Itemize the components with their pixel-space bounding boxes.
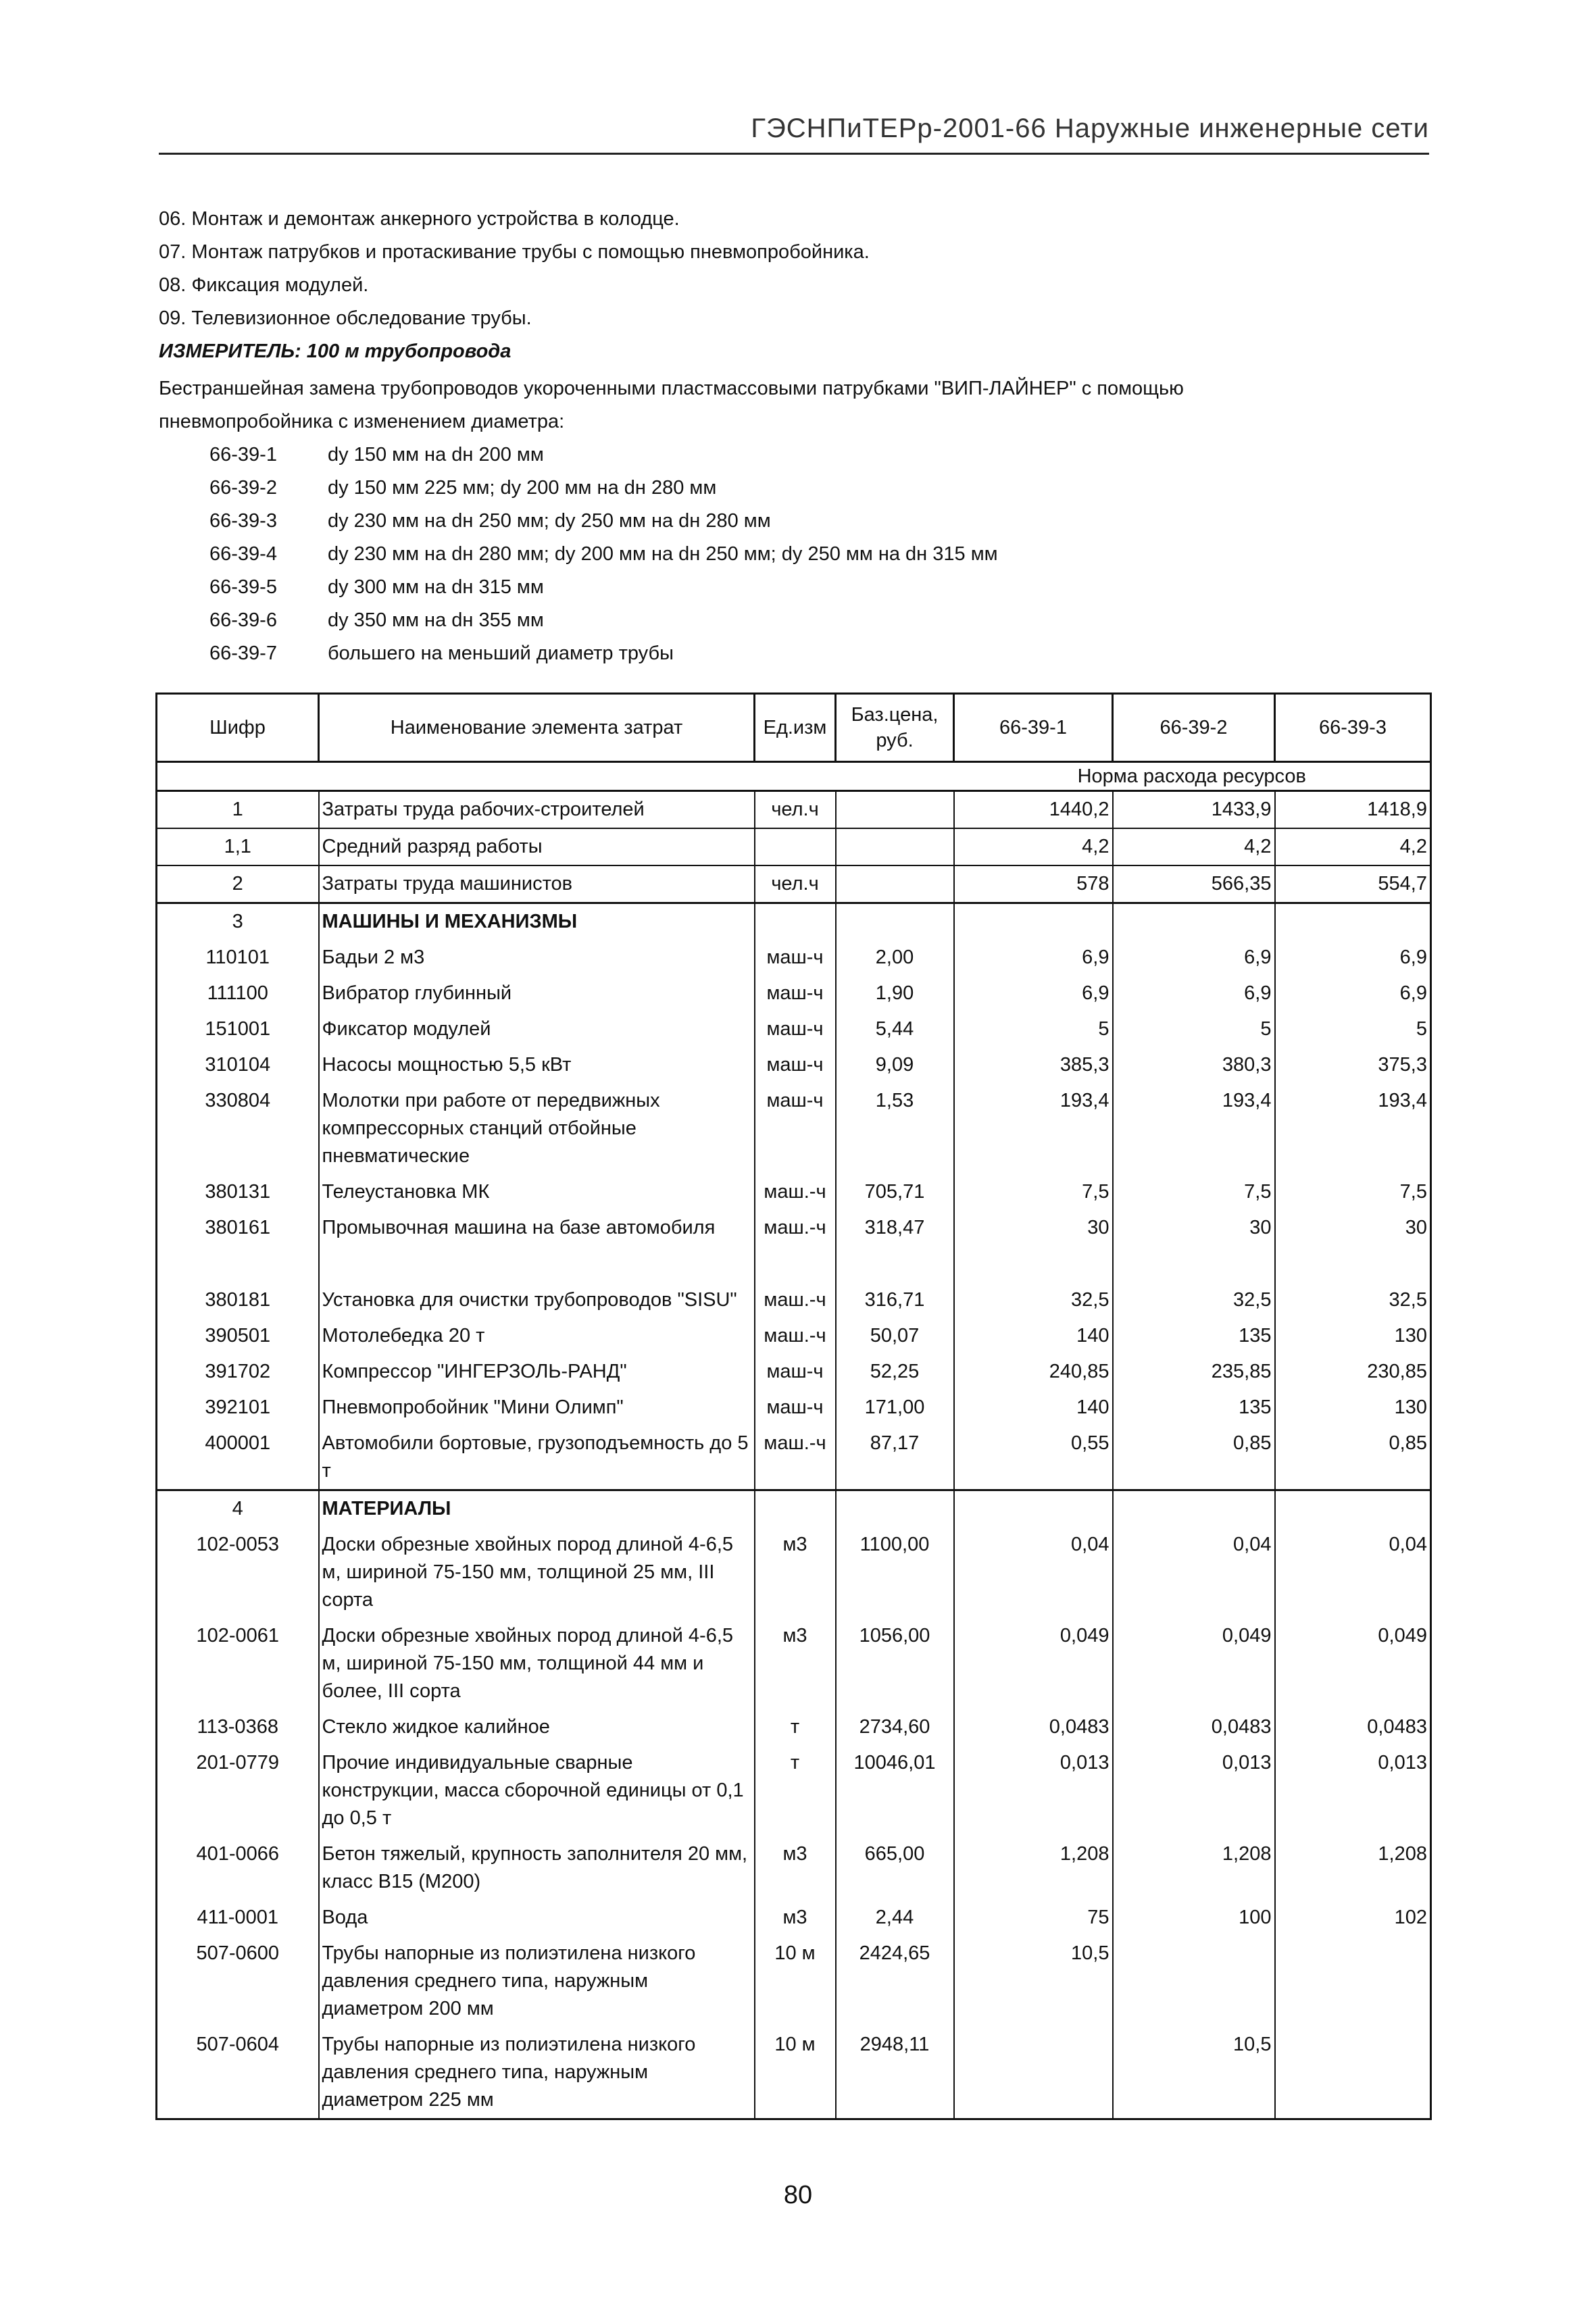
- cell-value-2: 30: [1113, 1210, 1275, 1282]
- cell-value-2: 0,85: [1113, 1426, 1275, 1490]
- cell-value-3: 230,85: [1275, 1354, 1431, 1390]
- cell-code: 4: [157, 1490, 319, 1528]
- header-price-line2: руб.: [876, 730, 914, 751]
- step-line: 08. Фиксация модулей.: [159, 274, 369, 296]
- cell-unit: чел.ч: [755, 865, 836, 903]
- cell-code: 400001: [157, 1426, 319, 1490]
- cell-value-3: [1275, 1490, 1431, 1528]
- code-description: dy 230 мм на dн 250 мм; dy 250 мм на dн 280 мм: [328, 510, 771, 532]
- norms-table: [155, 693, 1432, 2120]
- table-row: [157, 1709, 1431, 1745]
- section-title: МАШИНЫ И МЕХАНИЗМЫ: [322, 911, 578, 932]
- code-list-item: [159, 604, 1443, 637]
- cell-value-3: 0,04: [1275, 1527, 1431, 1618]
- table-row: [157, 1354, 1431, 1390]
- cell-price: 87,17: [836, 1426, 954, 1490]
- table-row: [157, 940, 1431, 976]
- cell-value-3: 5: [1275, 1011, 1431, 1047]
- cell-value-3: [1275, 903, 1431, 940]
- cell-value-3: 7,5: [1275, 1174, 1431, 1210]
- table-row: [157, 1900, 1431, 1936]
- cell-code: 391702: [157, 1354, 319, 1390]
- cell-value-2: [1113, 1490, 1275, 1528]
- table-row: [157, 828, 1431, 865]
- cell-value-1: 0,04: [954, 1527, 1113, 1618]
- cell-value-3: 0,049: [1275, 1618, 1431, 1709]
- cell-value-1: 5: [954, 1011, 1113, 1047]
- cell-price: 2734,60: [836, 1709, 954, 1745]
- cell-name: [319, 903, 755, 940]
- cell-name: Вибратор глубинный: [319, 976, 755, 1011]
- cell-unit: маш-ч: [755, 1011, 836, 1047]
- table-row: [157, 1836, 1431, 1900]
- cell-name: Молотки при работе от передвижных компрессорных станций отбойные пневматические: [319, 1083, 755, 1174]
- cell-price: 1,53: [836, 1083, 954, 1174]
- cell-price: 9,09: [836, 1047, 954, 1083]
- cell-value-2: 235,85: [1113, 1354, 1275, 1390]
- cell-value-1: 10,5: [954, 1936, 1113, 2027]
- table-row: [157, 1390, 1431, 1426]
- code-description: dy 150 мм на dн 200 мм: [328, 444, 544, 466]
- cell-value-3: 0,013: [1275, 1745, 1431, 1836]
- header-col-1: 66-39-1: [954, 694, 1113, 762]
- code-description: большего на меньший диаметр трубы: [328, 643, 674, 664]
- intro-block: [159, 203, 1443, 670]
- cell-name: Бетон тяжелый, крупность заполнителя 20 мм, класс В15 (М200): [319, 1836, 755, 1900]
- cell-value-3: [1275, 2027, 1431, 2119]
- cell-value-2: 380,3: [1113, 1047, 1275, 1083]
- code-id: 66-39-3: [209, 510, 277, 532]
- cell-name: Вода: [319, 1900, 755, 1936]
- header-title: ГЭСНПиТЕРр-2001-66 Наружные инженерные сети: [751, 114, 1429, 143]
- cell-code: 102-0061: [157, 1618, 319, 1709]
- cell-value-1: 32,5: [954, 1282, 1113, 1318]
- cell-value-2: 1,208: [1113, 1836, 1275, 1900]
- cell-value-1: [954, 2027, 1113, 2119]
- cell-value-1: 0,013: [954, 1745, 1113, 1836]
- cell-unit: маш-ч: [755, 1047, 836, 1083]
- cell-name: Доски обрезные хвойных пород длиной 4-6,5 м, шириной 75-150 мм, толщиной 25 мм, III сорта: [319, 1527, 755, 1618]
- cell-unit: [755, 828, 836, 865]
- table-row: [157, 865, 1431, 903]
- cell-unit: т: [755, 1745, 836, 1836]
- cell-value-1: [954, 1490, 1113, 1528]
- cell-value-2: [1113, 903, 1275, 940]
- cell-value-3: 32,5: [1275, 1282, 1431, 1318]
- header-name: Наименование элемента затрат: [319, 694, 755, 762]
- cell-price: [836, 865, 954, 903]
- cell-code: 113-0368: [157, 1709, 319, 1745]
- cell-name: Трубы напорные из полиэтилена низкого давления среднего типа, наружным диаметром 225 мм: [319, 2027, 755, 2119]
- cell-price: 52,25: [836, 1354, 954, 1390]
- cell-price: [836, 828, 954, 865]
- cell-value-1: 75: [954, 1900, 1113, 1936]
- cell-value-2: 193,4: [1113, 1083, 1275, 1174]
- table-row: [157, 1174, 1431, 1210]
- step-line: 09. Телевизионное обследование трубы.: [159, 307, 532, 329]
- table-row: [157, 1936, 1431, 2027]
- cell-name: Трубы напорные из полиэтилена низкого давления среднего типа, наружным диаметром 200 мм: [319, 1936, 755, 2027]
- cell-unit: 10 м: [755, 2027, 836, 2119]
- cell-value-2: 6,9: [1113, 940, 1275, 976]
- table-row: [157, 1210, 1431, 1282]
- cell-value-3: 554,7: [1275, 865, 1431, 903]
- page-number: 80: [783, 2181, 813, 2209]
- cell-name: Мотолебедка 20 т: [319, 1318, 755, 1354]
- cell-value-1: 140: [954, 1390, 1113, 1426]
- code-id: 66-39-5: [209, 576, 277, 598]
- cell-value-1: 240,85: [954, 1354, 1113, 1390]
- code-list-item: [159, 538, 1443, 571]
- cell-unit: т: [755, 1709, 836, 1745]
- cell-code: 201-0779: [157, 1745, 319, 1836]
- cell-name: Доски обрезные хвойных пород длиной 4-6,5 м, шириной 75-150 мм, толщиной 44 мм и более, III сорта: [319, 1618, 755, 1709]
- cell-name: Фиксатор модулей: [319, 1011, 755, 1047]
- table-row: [157, 791, 1431, 829]
- table-row: [157, 1618, 1431, 1709]
- cell-value-3: 6,9: [1275, 940, 1431, 976]
- code-list-item: [159, 571, 1443, 604]
- cell-value-1: 7,5: [954, 1174, 1113, 1210]
- cell-value-2: 7,5: [1113, 1174, 1275, 1210]
- cell-value-1: 0,55: [954, 1426, 1113, 1490]
- cell-value-1: 140: [954, 1318, 1113, 1354]
- header-price: [836, 694, 954, 762]
- cell-price: 1056,00: [836, 1618, 954, 1709]
- cell-value-3: 0,85: [1275, 1426, 1431, 1490]
- cell-price: 50,07: [836, 1318, 954, 1354]
- header-code: Шифр: [157, 694, 319, 762]
- cell-value-3: 130: [1275, 1318, 1431, 1354]
- table-row: [157, 1047, 1431, 1083]
- cell-code: 3: [157, 903, 319, 940]
- table-row: [157, 976, 1431, 1011]
- norm-label: Норма расхода ресурсов: [954, 762, 1431, 791]
- cell-value-1: 578: [954, 865, 1113, 903]
- section-title: МАТЕРИАЛЫ: [322, 1498, 451, 1519]
- norm-label-spacer: [157, 762, 954, 791]
- cell-value-3: 193,4: [1275, 1083, 1431, 1174]
- cell-value-3: 375,3: [1275, 1047, 1431, 1083]
- cell-value-2: 6,9: [1113, 976, 1275, 1011]
- cell-code: 330804: [157, 1083, 319, 1174]
- code-id: 66-39-1: [209, 444, 277, 466]
- cell-name: Пневмопробойник "Мини Олимп": [319, 1390, 755, 1426]
- cell-value-1: 1,208: [954, 1836, 1113, 1900]
- cell-code: 507-0604: [157, 2027, 319, 2119]
- cell-name: Компрессор "ИНГЕРЗОЛЬ-РАНД": [319, 1354, 755, 1390]
- cell-value-2: 0,049: [1113, 1618, 1275, 1709]
- cell-code: 111100: [157, 976, 319, 1011]
- cell-value-2: 0,013: [1113, 1745, 1275, 1836]
- cell-unit: м3: [755, 1900, 836, 1936]
- cell-name: Прочие индивидуальные сварные конструкции, масса сборочной единицы от 0,1 до 0,5 т: [319, 1745, 755, 1836]
- cell-value-2: [1113, 1936, 1275, 2027]
- code-id: 66-39-4: [209, 543, 277, 565]
- cell-value-1: 1440,2: [954, 791, 1113, 829]
- cell-code: 2: [157, 865, 319, 903]
- cell-value-3: 102: [1275, 1900, 1431, 1936]
- cell-value-3: [1275, 1936, 1431, 2027]
- cell-value-2: 135: [1113, 1318, 1275, 1354]
- table-row: [157, 1318, 1431, 1354]
- table-row: [157, 1426, 1431, 1490]
- cell-price: [836, 903, 954, 940]
- step-line: 06. Монтаж и демонтаж анкерного устройства в колодце.: [159, 208, 680, 230]
- cell-price: 316,71: [836, 1282, 954, 1318]
- cell-name: Насосы мощностью 5,5 кВт: [319, 1047, 755, 1083]
- cell-price: 665,00: [836, 1836, 954, 1900]
- step-line: 07. Монтаж патрубков и протаскивание трубы с помощью пневмопробойника.: [159, 241, 870, 263]
- code-list-item: [159, 505, 1443, 538]
- measure-unit: ИЗМЕРИТЕЛЬ: 100 м трубопровода: [159, 341, 512, 362]
- cell-value-1: 0,049: [954, 1618, 1113, 1709]
- code-description: dy 350 мм на dн 355 мм: [328, 609, 544, 631]
- code-list-item: [159, 472, 1443, 505]
- cell-unit: маш.-ч: [755, 1282, 836, 1318]
- code-list-item: [159, 637, 1443, 670]
- cell-name: Телеустановка МК: [319, 1174, 755, 1210]
- cell-price: 10046,01: [836, 1745, 954, 1836]
- cell-price: 1100,00: [836, 1527, 954, 1618]
- code-id: 66-39-6: [209, 609, 277, 631]
- cell-name: Затраты труда рабочих-строителей: [319, 791, 755, 829]
- page-header: [159, 114, 1429, 155]
- cell-value-1: 6,9: [954, 976, 1113, 1011]
- cell-value-1: 6,9: [954, 940, 1113, 976]
- code-id: 66-39-7: [209, 643, 277, 664]
- cell-price: 2424,65: [836, 1936, 954, 2027]
- cell-code: 1: [157, 791, 319, 829]
- cell-unit: м3: [755, 1618, 836, 1709]
- cell-name: Средний разряд работы: [319, 828, 755, 865]
- table-row: [157, 1282, 1431, 1318]
- cell-name: Стекло жидкое калийное: [319, 1709, 755, 1745]
- cell-price: 5,44: [836, 1011, 954, 1047]
- code-list: [159, 438, 1443, 670]
- cell-code: 151001: [157, 1011, 319, 1047]
- table-row: [157, 2027, 1431, 2119]
- cell-value-3: 130: [1275, 1390, 1431, 1426]
- cell-price: 2948,11: [836, 2027, 954, 2119]
- cell-value-2: 0,04: [1113, 1527, 1275, 1618]
- cell-price: [836, 791, 954, 829]
- code-description: dy 230 мм на dн 280 мм; dy 200 мм на dн 250 мм; dy 250 мм на dн 315 мм: [328, 543, 998, 565]
- cell-unit: маш-ч: [755, 1083, 836, 1174]
- cell-unit: м3: [755, 1836, 836, 1900]
- cell-code: 507-0600: [157, 1936, 319, 2027]
- cell-code: 411-0001: [157, 1900, 319, 1936]
- cell-value-1: 0,0483: [954, 1709, 1113, 1745]
- norm-label-row: [157, 762, 1431, 791]
- cell-code: 110101: [157, 940, 319, 976]
- cell-name: Затраты труда машинистов: [319, 865, 755, 903]
- cell-price: 2,00: [836, 940, 954, 976]
- cell-unit: маш-ч: [755, 1390, 836, 1426]
- cell-code: 392101: [157, 1390, 319, 1426]
- cell-value-2: 1433,9: [1113, 791, 1275, 829]
- cell-name: Бадьи 2 м3: [319, 940, 755, 976]
- cell-value-3: 30: [1275, 1210, 1431, 1282]
- cell-code: 390501: [157, 1318, 319, 1354]
- code-description: dy 300 мм на dн 315 мм: [328, 576, 544, 598]
- cell-value-3: 6,9: [1275, 976, 1431, 1011]
- cell-value-1: 385,3: [954, 1047, 1113, 1083]
- cell-name: Установка для очистки трубопроводов "SISU": [319, 1282, 755, 1318]
- cell-value-3: 4,2: [1275, 828, 1431, 865]
- cell-price: [836, 1490, 954, 1528]
- cell-unit: маш-ч: [755, 940, 836, 976]
- cell-value-2: 4,2: [1113, 828, 1275, 865]
- cell-code: 1,1: [157, 828, 319, 865]
- cell-value-2: 135: [1113, 1390, 1275, 1426]
- cell-code: 380131: [157, 1174, 319, 1210]
- cell-unit: м3: [755, 1527, 836, 1618]
- cell-value-2: 10,5: [1113, 2027, 1275, 2119]
- cell-unit: маш.-ч: [755, 1318, 836, 1354]
- cell-unit: 10 м: [755, 1936, 836, 2027]
- cell-value-2: 32,5: [1113, 1282, 1275, 1318]
- cell-unit: маш-ч: [755, 1354, 836, 1390]
- table-header-row: [157, 694, 1431, 762]
- cell-value-2: 566,35: [1113, 865, 1275, 903]
- cell-value-1: [954, 903, 1113, 940]
- cell-value-3: 1418,9: [1275, 791, 1431, 829]
- section-row: [157, 903, 1431, 940]
- table-row: [157, 1011, 1431, 1047]
- cell-unit: маш-ч: [755, 976, 836, 1011]
- section-row: [157, 1490, 1431, 1528]
- description-line: Бестраншейная замена трубопроводов укороченными пластмассовыми патрубками "ВИП-ЛАЙНЕР" с помощью: [159, 378, 1184, 399]
- header-price-line1: Баз.цена,: [851, 704, 939, 726]
- description-line: пневмопробойника с изменением диаметра:: [159, 411, 565, 432]
- cell-code: 102-0053: [157, 1527, 319, 1618]
- code-id: 66-39-2: [209, 477, 277, 499]
- cell-name: Автомобили бортовые, грузоподъемность до 5 т: [319, 1426, 755, 1490]
- cell-value-2: 5: [1113, 1011, 1275, 1047]
- cell-unit: маш.-ч: [755, 1426, 836, 1490]
- cell-price: 318,47: [836, 1210, 954, 1282]
- header-col-3: 66-39-3: [1275, 694, 1431, 762]
- cell-value-3: 0,0483: [1275, 1709, 1431, 1745]
- cell-unit: маш.-ч: [755, 1210, 836, 1282]
- cell-name: Промывочная машина на базе автомобиля: [319, 1210, 755, 1282]
- cell-value-1: 30: [954, 1210, 1113, 1282]
- cell-code: 401-0066: [157, 1836, 319, 1900]
- cell-value-3: 1,208: [1275, 1836, 1431, 1900]
- cell-value-2: 100: [1113, 1900, 1275, 1936]
- table-row: [157, 1083, 1431, 1174]
- cell-value-2: 0,0483: [1113, 1709, 1275, 1745]
- table-row: [157, 1745, 1431, 1836]
- code-description: dy 150 мм 225 мм; dy 200 мм на dн 280 мм: [328, 477, 717, 499]
- cell-price: 2,44: [836, 1900, 954, 1936]
- cell-unit: маш.-ч: [755, 1174, 836, 1210]
- cell-code: 310104: [157, 1047, 319, 1083]
- cell-unit: [755, 1490, 836, 1528]
- cell-value-1: 4,2: [954, 828, 1113, 865]
- cell-name: [319, 1490, 755, 1528]
- cell-unit: чел.ч: [755, 791, 836, 829]
- cell-value-1: 193,4: [954, 1083, 1113, 1174]
- header-col-2: 66-39-2: [1113, 694, 1275, 762]
- code-list-item: [159, 438, 1443, 472]
- cell-unit: [755, 903, 836, 940]
- table-row: [157, 1527, 1431, 1618]
- cell-price: 705,71: [836, 1174, 954, 1210]
- header-unit: Ед.изм: [755, 694, 836, 762]
- cell-price: 1,90: [836, 976, 954, 1011]
- cell-code: 380161: [157, 1210, 319, 1282]
- cell-price: 171,00: [836, 1390, 954, 1426]
- cell-code: 380181: [157, 1282, 319, 1318]
